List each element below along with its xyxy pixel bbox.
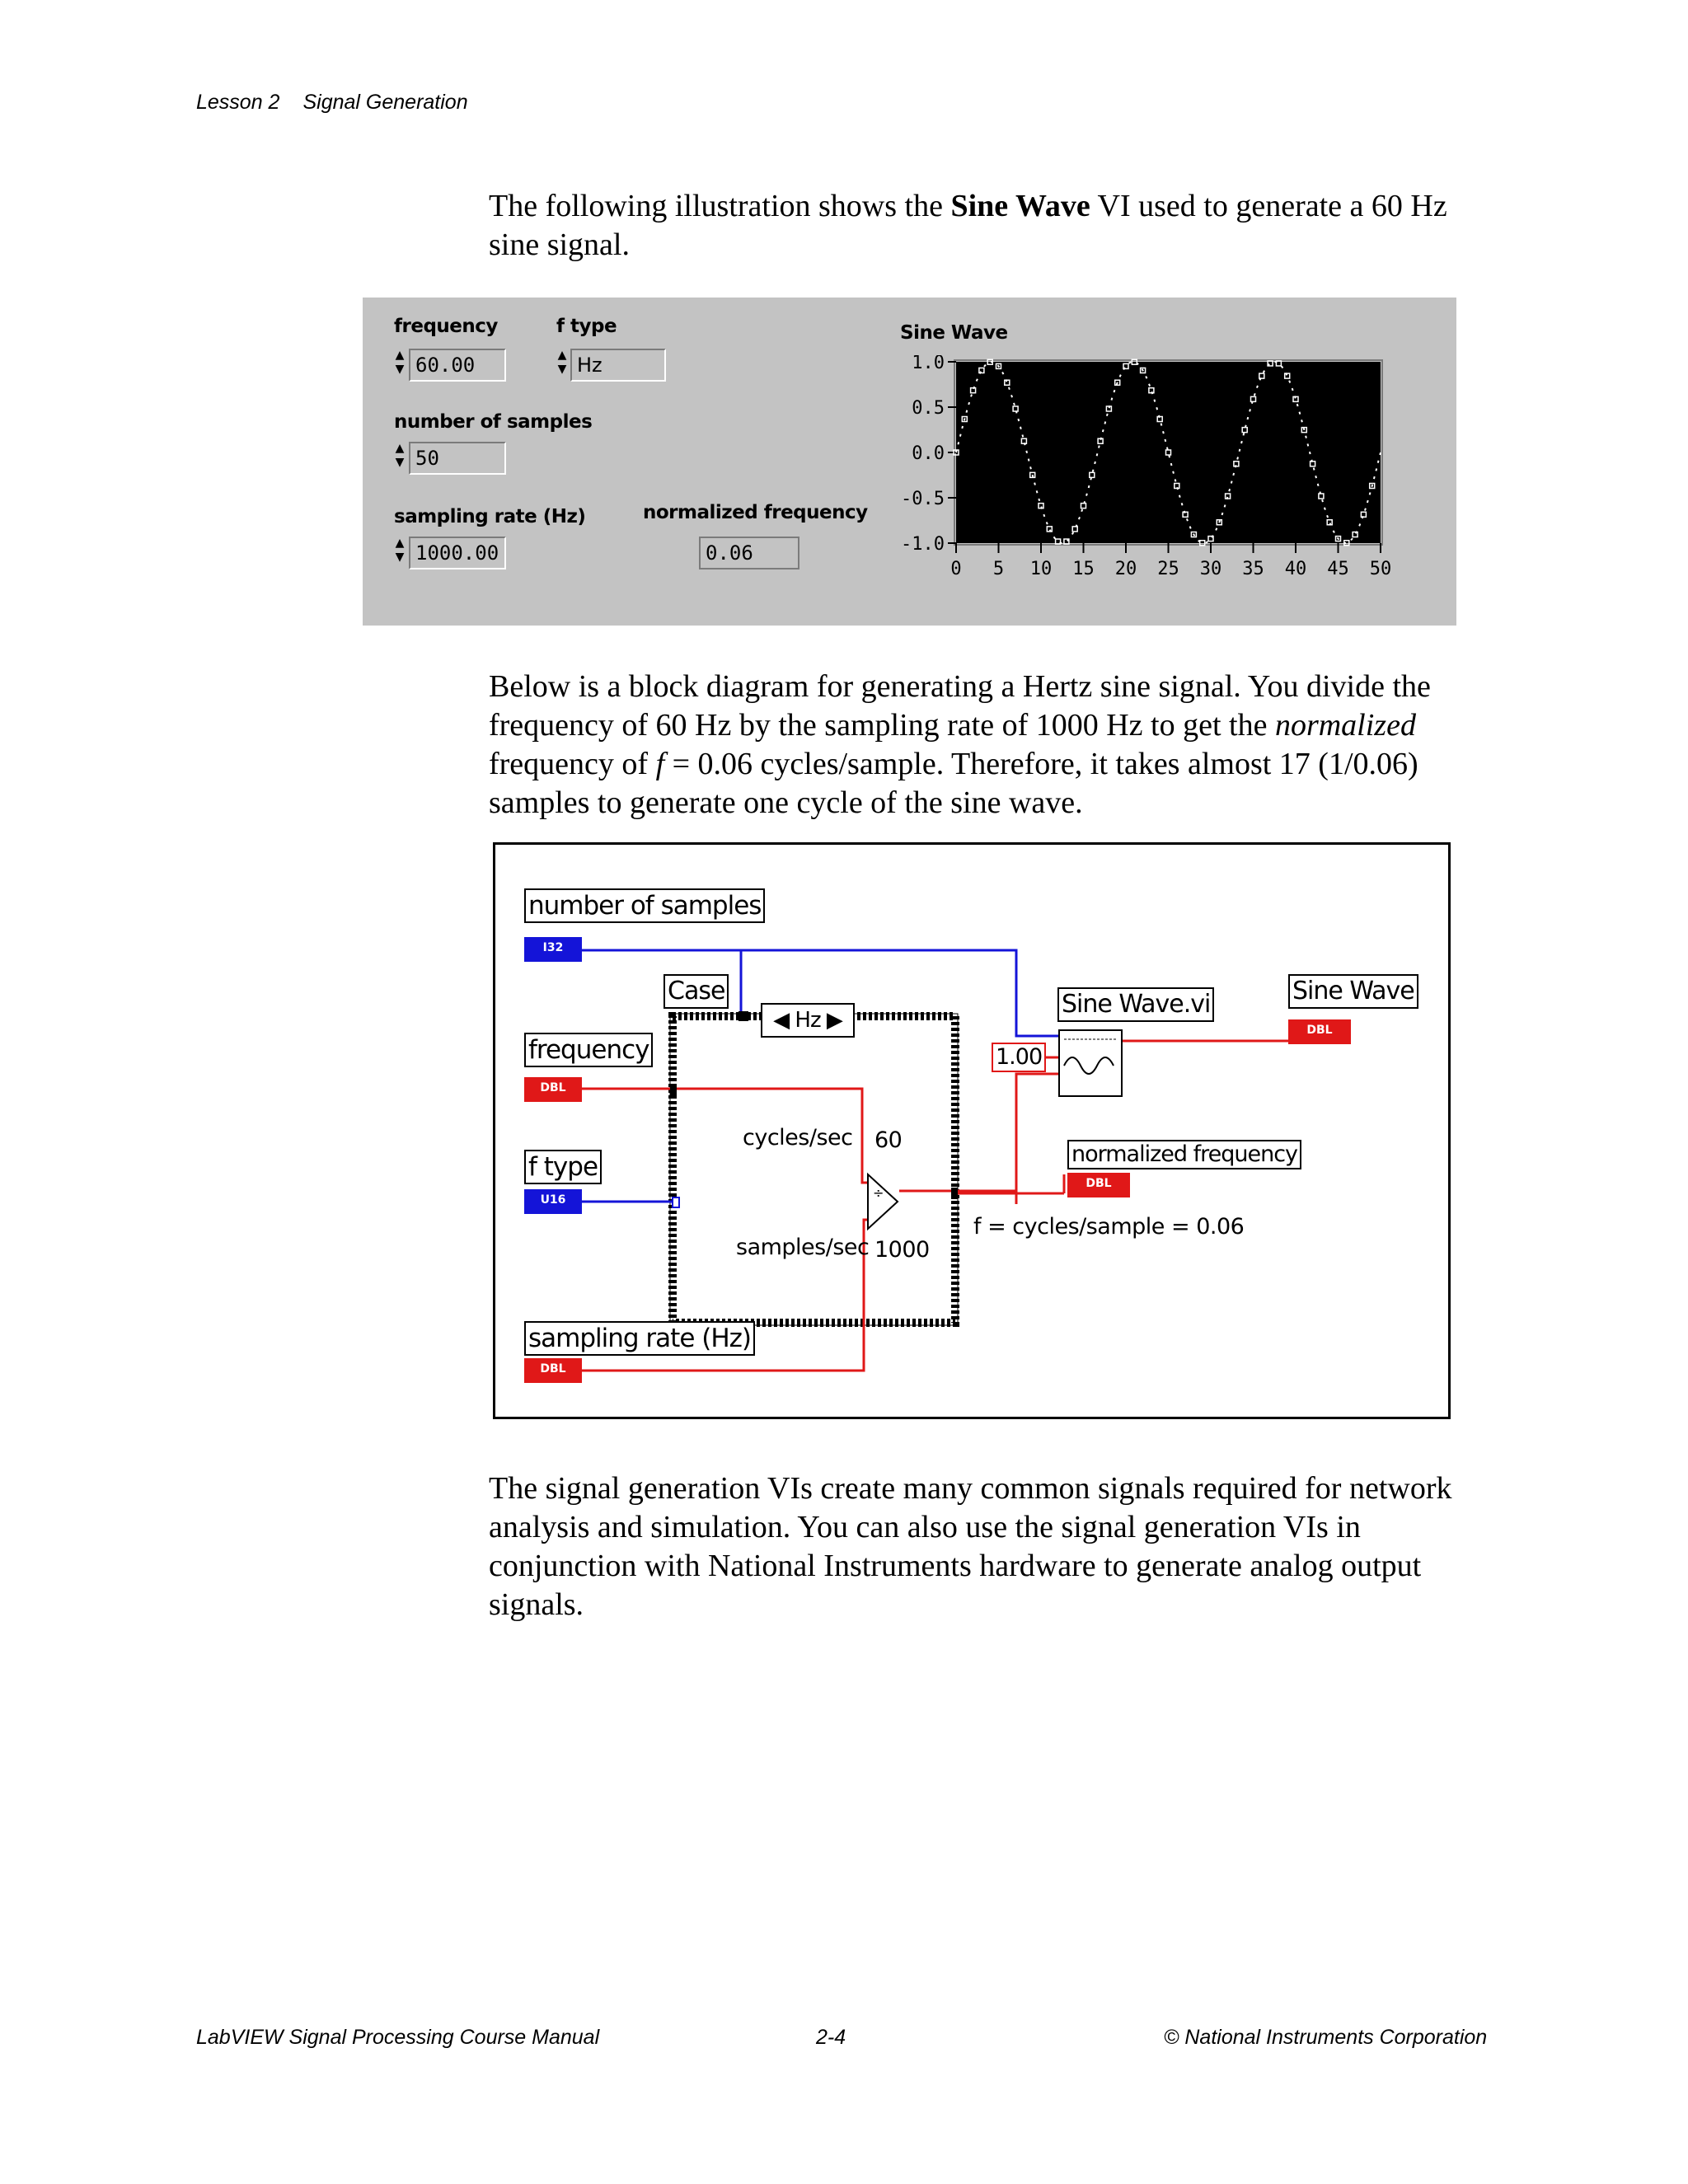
footer-page-number: 2-4 xyxy=(816,2026,846,2049)
normfreq-label: normalized frequency xyxy=(643,502,868,523)
plot-area xyxy=(956,362,1381,543)
lesson-title: Signal Generation xyxy=(302,91,468,114)
ftype-terminal[interactable]: f type xyxy=(524,1150,602,1184)
sine-wave-vi-label: Sine Wave.vi xyxy=(1057,987,1214,1022)
x-tick-label: 50 xyxy=(1369,559,1392,579)
frequency-terminal[interactable]: frequency xyxy=(524,1033,653,1067)
divide-node xyxy=(868,1174,898,1229)
case-selector[interactable]: ◀ Hz ▶ xyxy=(761,1003,855,1038)
rate-control[interactable]: 1000.00 xyxy=(409,537,506,569)
closing-paragraph: The signal generation VIs create many common signals required for network analysis and simulation. You can also use the signal generation VIs in conjunction with National Instruments hardware to generate analog output signals. xyxy=(489,1471,1452,1622)
x-tick-label: 0 xyxy=(950,559,962,579)
frequency-control[interactable]: 60.00 xyxy=(409,349,506,382)
x-tick-label: 15 xyxy=(1072,559,1095,579)
x-tick-label: 35 xyxy=(1242,559,1264,579)
formula-label: f = cycles/sample = 0.06 xyxy=(973,1214,1245,1240)
normfreq-dbl-icon: DBL xyxy=(1067,1173,1130,1197)
rate-label: sampling rate (Hz) xyxy=(394,506,586,527)
case-selector-value: Hz xyxy=(795,1008,821,1033)
y-tick-label: 0.5 xyxy=(912,398,945,419)
samples-spinner[interactable]: ▲ ▼ xyxy=(395,442,405,469)
intro-vi-name: Sine Wave xyxy=(950,189,1090,223)
x-tick-label: 20 xyxy=(1114,559,1137,579)
x-tick-label: 30 xyxy=(1199,559,1222,579)
svg-text:÷: ÷ xyxy=(873,1185,884,1201)
lesson-number: Lesson 2 xyxy=(196,91,280,114)
sampling-rate-dbl-icon: DBL xyxy=(524,1358,582,1383)
normfreq-terminal[interactable]: normalized frequency xyxy=(1067,1140,1301,1169)
y-tick-label: 0.0 xyxy=(912,443,945,464)
ftype-control[interactable]: Hz xyxy=(570,349,666,382)
frequency-spinner[interactable]: ▲ ▼ xyxy=(395,349,405,376)
y-tick-label: -1.0 xyxy=(901,534,945,555)
cycles-per-sec-label: cycles/sec xyxy=(743,1125,853,1151)
normfreq-indicator: 0.06 xyxy=(699,537,799,569)
frequency-label: frequency xyxy=(394,316,498,337)
para2-italic-normalized: normalized xyxy=(1274,708,1416,743)
rate-spinner[interactable]: ▲ ▼ xyxy=(395,537,405,564)
para2-italic-f: f xyxy=(655,747,665,781)
block-diagram xyxy=(493,842,1451,1419)
sine-wave-graph xyxy=(890,355,1447,619)
block-diagram-paragraph xyxy=(489,668,1486,823)
intro-paragraph xyxy=(489,187,1486,265)
x-tick-label: 10 xyxy=(1029,559,1053,579)
case-structure-frame xyxy=(673,1016,955,1323)
sampling-rate-terminal[interactable]: sampling rate (Hz) xyxy=(524,1321,755,1356)
footer-copyright: © National Instruments Corporation xyxy=(1164,2026,1488,2049)
samples-per-sec-value: 1000 xyxy=(874,1237,930,1263)
x-tick-label: 25 xyxy=(1157,559,1179,579)
samples-per-sec-label: samples/sec xyxy=(736,1235,870,1260)
case-label: Case xyxy=(663,974,729,1009)
para2-text-c: = 0.06 cycles/sample. Therefore, it takes almost 17 (1/0.06) samples to generate one cycle of the sine wave. xyxy=(489,747,1418,820)
intro-text-1: The following illustration shows the xyxy=(489,189,951,223)
frequency-dbl-icon: DBL xyxy=(524,1077,582,1102)
case-structure-outline xyxy=(670,1014,958,1325)
number-of-samples-terminal[interactable]: number of samples xyxy=(524,888,765,923)
wire-normfreq-to-vi xyxy=(1016,1074,1059,1193)
x-tick-label: 45 xyxy=(1327,559,1349,579)
samples-control[interactable]: 50 xyxy=(409,442,506,475)
intro-text-2: VI used to generate a 60 Hz sine signal. xyxy=(489,189,1447,262)
ftype-spinner[interactable]: ▲ ▼ xyxy=(557,349,567,376)
footer-manual-title: LabVIEW Signal Processing Course Manual xyxy=(196,2026,600,2049)
para2-text-b: frequency of xyxy=(489,747,656,781)
front-panel-figure xyxy=(363,298,1456,626)
ftype-u16-icon: U16 xyxy=(524,1189,582,1214)
running-header xyxy=(196,91,468,115)
y-tick-label: -0.5 xyxy=(901,489,945,509)
i32-terminal-icon: I32 xyxy=(524,937,582,962)
ftype-label: f type xyxy=(556,316,617,337)
sine-wave-output-terminal[interactable]: Sine Wave xyxy=(1288,974,1418,1009)
sine-wave-dbl-icon: DBL xyxy=(1288,1019,1351,1044)
samples-label: number of samples xyxy=(394,411,593,433)
x-tick-label: 40 xyxy=(1284,559,1307,579)
amplitude-constant[interactable]: 1.00 xyxy=(992,1043,1046,1072)
cycles-per-sec-value: 60 xyxy=(874,1127,903,1153)
x-tick-label: 5 xyxy=(992,559,1005,579)
para2-text-a: Below is a block diagram for generating a Hertz sine signal. You divide the frequency of 60 Hz by the sampling rate of 1000 Hz to get the xyxy=(489,669,1431,743)
y-tick-label: 1.0 xyxy=(912,355,945,373)
graph-title: Sine Wave xyxy=(900,322,1008,344)
